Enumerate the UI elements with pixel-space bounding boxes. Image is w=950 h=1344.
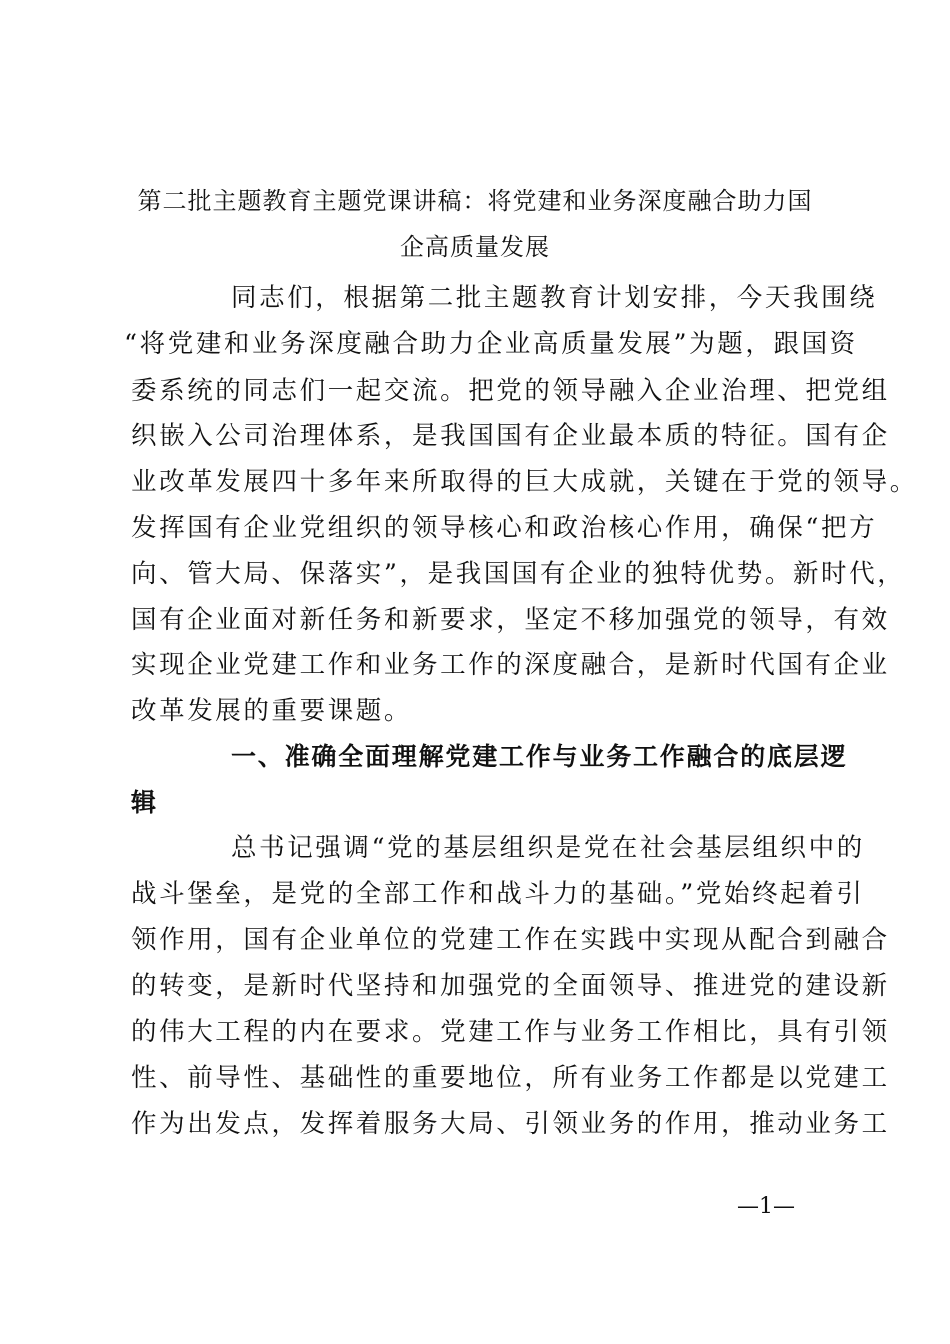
page-number: —1— [737,1194,795,1219]
paragraph-line: 织嵌入公司治理体系，是我国国有企业最本质的特征。国有企 [131,421,890,451]
paragraph-line: 战斗堡垒，是党的全部工作和战斗力的基础。”党始终起着引 [131,879,865,909]
paragraph-line: 改革发展的重要课题。 [131,696,413,726]
paragraph-line: 业改革发展四十多年来所取得的巨大成就，关键在于党的领导。 [131,467,918,497]
paragraph-line: 领作用，国有企业单位的党建工作在实践中实现从配合到融合 [131,925,890,955]
paragraph-line: 委系统的同志们一起交流。把党的领导融入企业治理、把党组 [131,376,890,406]
section-heading-line-1: 一、准确全面理解党建工作与业务工作融合的底层逻 [231,742,848,771]
paragraph-line: 总书记强调“党的基层组织是党在社会基层组织中的 [231,833,865,863]
document-title-line-2: 企高质量发展 [400,233,550,261]
paragraph-line: 同志们，根据第二批主题教育计划安排，今天我围绕 [231,283,878,313]
paragraph-line: 的伟大工程的内在要求。党建工作与业务工作相比，具有引领 [131,1017,890,1047]
paragraph-line: 发挥国有企业党组织的领导核心和政治核心作用，确保“把方 [131,513,878,543]
paragraph-line: “将党建和业务深度融合助力企业高质量发展”为题，跟国资 [124,329,858,359]
paragraph-line: 国有企业面对新任务和新要求，坚定不移加强党的领导，有效 [131,605,890,635]
paragraph-line: 的转变，是新时代坚持和加强党的全面领导、推进党的建设新 [131,971,890,1001]
paragraph-line: 向、管大局、保落实”，是我国国有企业的独特优势。新时代， [131,559,906,589]
document-title-line-1: 第二批主题教育主题党课讲稿：将党建和业务深度融合助力国 [137,187,813,215]
paragraph-line: 实现企业党建工作和业务工作的深度融合，是新时代国有企业 [131,650,890,680]
section-heading-line-2: 辑 [131,788,158,817]
paragraph-line: 性、前导性、基础性的重要地位，所有业务工作都是以党建工 [131,1063,890,1093]
paragraph-line: 作为出发点，发挥着服务大局、引领业务的作用，推动业务工 [131,1109,890,1139]
